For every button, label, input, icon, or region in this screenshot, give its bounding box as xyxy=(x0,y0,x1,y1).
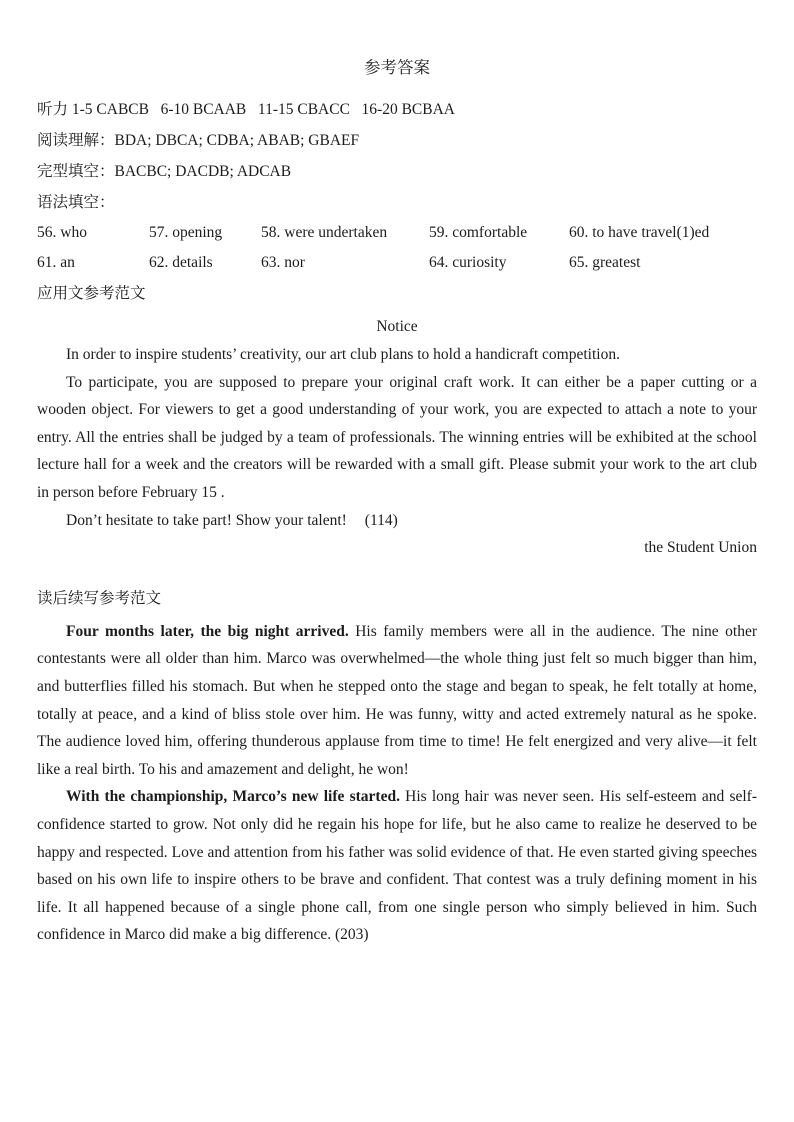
grammar-answer-60: 60. to have travel(1)ed xyxy=(569,224,710,241)
grammar-answer-65: 65. greatest xyxy=(569,254,641,271)
grammar-answer-59: 59. comfortable xyxy=(429,224,528,241)
listening-answers: 听力 1-5 CABCB 6-10 BCAAB 11-15 CBACC 16-20 BCBAA xyxy=(37,101,455,118)
continuation-section-label: 读后续写参考范文 xyxy=(37,589,162,607)
continuation-paragraph-1-body: His family members were all in the audience. The nine other contestants were all older than him. Marco was overwhelmed—the whole thing just felt so much bigger than him, and butterflies filled his stomach. But when he stepped onto the stage and began to speak, he felt totally at home, totally at peace, and a kind of bliss stole over him. He was funny, witty and acted extremely natural as he spoke. The audience loved him, offering thunderous applause from time to time! He felt energized and very alive—it felt like a real birth. To his and amazement and delight, he won! xyxy=(37,622,757,778)
notice-signature: the Student Union xyxy=(644,539,757,557)
grammar-answer-58: 58. were undertaken xyxy=(261,224,388,241)
continuation-paragraph-2-lead: With the championship, Marco’s new life started. xyxy=(66,788,400,806)
notice-title: Notice xyxy=(376,318,418,335)
notice-paragraph-1: In order to inspire students’ creativity, our art club plans to hold a handicraft competition. xyxy=(66,346,620,363)
grammar-answer-57: 57. opening xyxy=(149,224,223,241)
grammar-answer-56: 56. who xyxy=(37,224,87,241)
continuation-paragraph-2-body: His long hair was never seen. His self-esteem and self-confidence started to grow. Not only did he regain his hope for life, but he also came to realize he deserved to be happy and respected. Love and attention from his father was solid evidence of that. He even started giving speeches based on his own life to inspire others to be brave and confident. That contest was a truly defining moment in his life. It all happened because of a single phone call, from one single person who simply believed in him. Such confidence in Marco did make a big difference. (203) xyxy=(37,788,757,944)
grammar-section-label: 语法填空： xyxy=(37,194,115,211)
cloze-answers: 完型填空：BACBC; DACDB; ADCAB xyxy=(37,163,292,180)
notice-closing-text: Don’t hesitate to take part! Show your talent! xyxy=(66,511,347,529)
grammar-answer-61: 61. an xyxy=(37,254,75,271)
notice-paragraph-2: To participate, you are supposed to prepare your original craft work. It can either be a paper cutting or a wooden object. For viewers to get a good understanding of your work, you are expected to attach a note to your entry. All the entries shall be judged by a team of professionals. The winning entries will be exhibited at the school lecture hall for a week and the creators will be rewarded with a small gift. Please submit your work to the art club in person before February 15 . xyxy=(37,373,757,501)
continuation-paragraph-2 xyxy=(37,783,757,949)
grammar-answer-64: 64. curiosity xyxy=(429,254,507,271)
page-title: 参考答案 xyxy=(364,58,430,77)
continuation-paragraph-1 xyxy=(37,618,757,784)
grammar-answers-row-1 xyxy=(37,218,757,248)
grammar-answer-63: 63. nor xyxy=(261,254,305,271)
grammar-answer-62: 62. details xyxy=(149,254,213,271)
grammar-answers-row-2 xyxy=(37,248,757,278)
notice-closing-line xyxy=(37,507,757,535)
applied-writing-section-label: 应用文参考范文 xyxy=(37,285,146,302)
notice-word-count: (114) xyxy=(364,511,398,529)
continuation-paragraph-1-lead: Four months later, the big night arrived. xyxy=(66,622,349,640)
reading-answers: 阅读理解：BDA; DBCA; CDBA; ABAB; GBAEF xyxy=(37,132,360,149)
